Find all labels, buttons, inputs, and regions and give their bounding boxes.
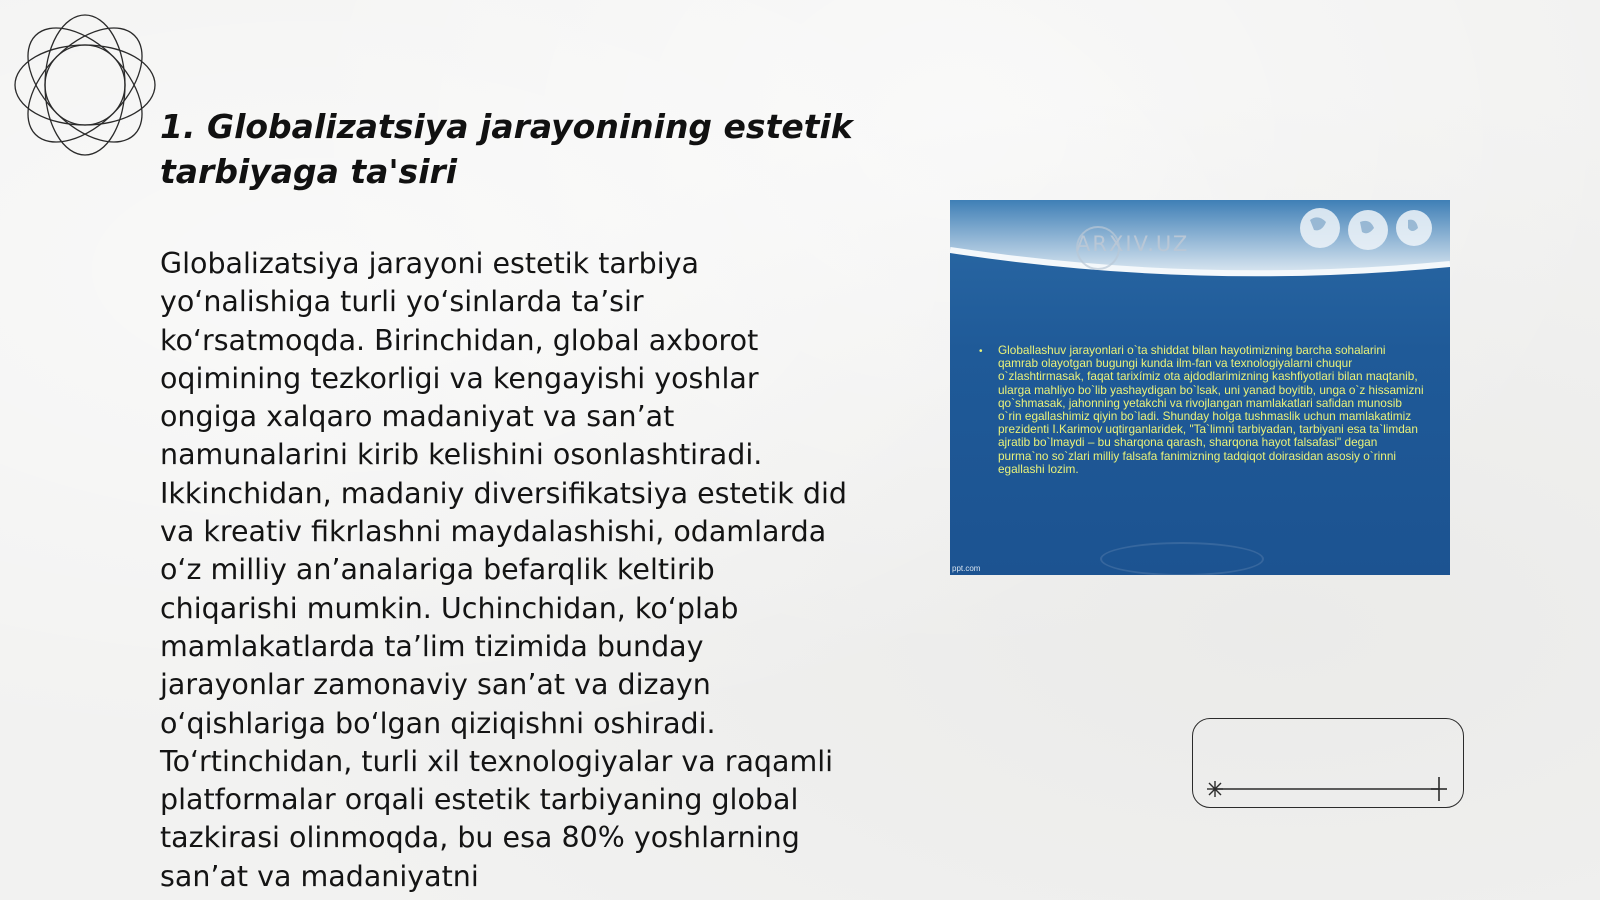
slide-header-band — [950, 200, 1450, 280]
page-title: 1. Globalizatsiya jarayonining estetik tarbiyaga ta'siri — [160, 107, 853, 191]
slide-bullet-text: Globallashuv jarayonlari o`ta shiddat bilan hayotimizning barcha sohalarini qamrab olayotgan bugungi kunda ilm-fan va texnologiyalarni chuqur o`zlashtirmasak, faqat tarixímiz ota ajdodlarimizning kashfiyotlari bilan maqtanib, ularga mahliyo bo`lib yashaydigan bo`lsak, uni yanad boyitib, unga o`z hissamizni qo`shmasak, jahonning yetakchi va rivojlangan mamlakatlari safidan munosib o`rin egallashimiz qiyin bo`ladi. Shunday holga tushmaslik uchun mamlakatimiz prezidenti I.Karimov uqtirganlaridek, "Ta`limni tarbiyadan, tarbiyani esa ta`limdan ajratib bo`lmaydi – bu sharqona qarash, sharqona hayot falsafasi" degan purma`no so`zlari milliy falsafa fanimizning tadqiqot doirasidan asosiy o`rinni egallashi lozim. — [998, 343, 1424, 476]
asterisk-icon — [1207, 781, 1223, 797]
body-paragraph: Globalizatsiya jarayoni estetik tarbiya yo‘nalishiga turli yo‘sinlarda ta’sir ko‘rsatmoqda. Birinchidan, global axborot oqimining tezkorligi va kengayishi yoshlar ongiga xalqaro madaniyat va san’at namunalarini kirib kelishini osonlashtiradi. Ikkinchidan, madaniy diversifikatsiya estetik did va kreativ fikrlashni maydalashishi, odamlarda o‘z milliy an’analariga befarqlik keltirib chiqarishi mumkin. Uchinchidan, ko‘plab mamlakatlarda ta’lim tizimida bunday jarayonlar zamonaviy san’at va dizayn o‘qishlariga bo‘lgan qiziqishni oshiradi. To‘rtinchidan, turli xil texnologiyalar va raqamli platformalar orqali estetik tarbiyaning global tazkirasi olinmoqda, bu esa 80% yoshlarning san’at va madaniyatni — [160, 247, 847, 893]
plus-icon — [1431, 777, 1447, 801]
slide-bullet-item — [978, 344, 1426, 476]
slide-logo-text: ARXIV.UZ — [1076, 232, 1190, 256]
geometric-ornament-icon — [10, 10, 160, 160]
slide-bullet-list — [978, 344, 1426, 476]
faded-logo-watermark — [1100, 542, 1264, 575]
slide-credit: ppt.com — [952, 564, 981, 573]
embedded-slide-image — [950, 200, 1450, 575]
decorative-line — [1193, 719, 1465, 809]
decorative-card — [1192, 718, 1464, 808]
bullet-icon: • — [979, 346, 983, 357]
